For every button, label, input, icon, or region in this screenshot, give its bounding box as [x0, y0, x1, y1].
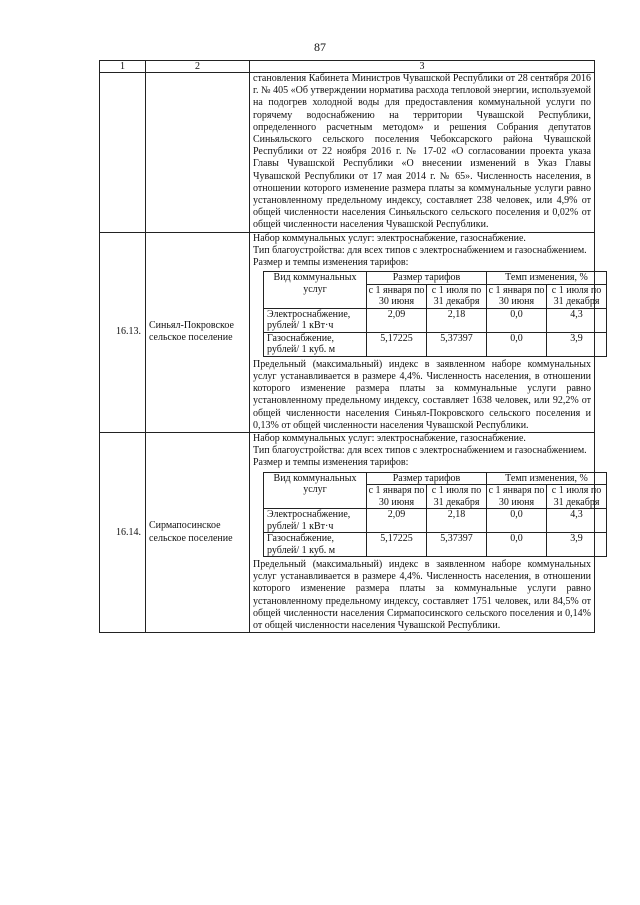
tariffs-intro: Размер и темпы изменения тарифов: — [253, 257, 409, 269]
settlement-row — [100, 232, 595, 432]
tariff-table — [263, 271, 607, 357]
column-number: 3 — [250, 61, 595, 73]
tariff-header-pace: Темп изменения, % — [487, 472, 607, 485]
change-value: 3,9 — [547, 533, 607, 557]
tariff-service: Электроснабжение, рублей/ 1 кВт·ч — [264, 509, 367, 533]
change-value: 4,3 — [547, 509, 607, 533]
change-value: 3,9 — [547, 332, 607, 356]
change-value: 0,0 — [487, 332, 547, 356]
tariff-row — [264, 332, 607, 356]
tariff-value: 5,17225 — [367, 332, 427, 356]
row-number: 16.14. — [100, 432, 146, 632]
tariff-row — [264, 533, 607, 557]
tariff-value: 5,17225 — [367, 533, 427, 557]
continuation-row — [100, 73, 595, 233]
description-cell — [250, 73, 595, 233]
change-value: 0,0 — [487, 533, 547, 557]
tariff-header-period: с 1 января по 30 июня — [487, 284, 547, 308]
tariff-header-size: Размер тарифов — [367, 272, 487, 285]
settlement-name: Синьял-Покровское сельское поселение — [146, 232, 250, 432]
services-set: Набор коммунальных услуг: электроснабжение, газоснабжение. — [253, 232, 526, 244]
row-number: 16.13. — [100, 232, 146, 432]
tariff-header-size: Размер тарифов — [367, 472, 487, 485]
column-number: 2 — [146, 61, 250, 73]
tariff-table — [263, 472, 607, 558]
tariff-value: 2,18 — [427, 509, 487, 533]
tariff-header-period: с 1 января по 30 июня — [367, 284, 427, 308]
change-value: 0,0 — [487, 308, 547, 332]
tariff-header-period: с 1 января по 30 июня — [487, 485, 547, 509]
tariff-header-period: с 1 июля по 31 декабря — [427, 284, 487, 308]
page-number: 87 — [314, 40, 326, 54]
tariff-value: 2,18 — [427, 308, 487, 332]
tariff-row — [264, 509, 607, 533]
tariff-header-kind: Вид коммунальных услуг — [264, 272, 367, 309]
tariff-value: 2,09 — [367, 509, 427, 533]
column-number-row — [100, 61, 595, 73]
improvement-type: Тип благоустройства: для всех типов с электроснабжением и газоснабжением. — [253, 445, 587, 457]
tariff-service: Газоснабжение, рублей/ 1 куб. м — [264, 332, 367, 356]
settlement-name-cell — [146, 73, 250, 233]
continuation-text: становления Кабинета Министров Чувашской Республики от 28 сентября 2016 г. № 405 «Об утверждении норматива расхода тепловой энергии, используемой на подогрев холодной воды для предоставления коммунальной услуги по горячему водоснабжению на территории Чувашской Республики, определенного расчетным методом» и решения Собрания депутатов Синьяльского сельского поселения Чебоксарского района Чувашской Республики от 22 ноября 2016 г. № 17-02 «О согласовании проекта указа Главы Чувашской Республики «О внесении изменений в Указ Главы Чувашской Республики от 17 мая 2014 г. № 65». Численность населения, в отношении которого изменение размера платы за коммунальные услуги равно установленному предельному индексу, составляет 238 человек, или 4,9% от общей численности населения Синьяльского сельского поселения и 0,02% от общей численности населения Чувашской Республики. — [253, 73, 591, 231]
tariff-value: 5,37397 — [427, 533, 487, 557]
tariff-header-pace: Темп изменения, % — [487, 272, 607, 285]
description-cell — [250, 232, 602, 432]
tariff-service: Газоснабжение, рублей/ 1 куб. м — [264, 533, 367, 557]
tariffs-intro: Размер и темпы изменения тарифов: — [253, 457, 409, 469]
tariff-header-period: с 1 января по 30 июня — [367, 485, 427, 509]
tariff-value: 2,09 — [367, 308, 427, 332]
tariff-header-period: с 1 июля по 31 декабря — [547, 284, 607, 308]
improvement-type: Тип благоустройства: для всех типов с электроснабжением и газоснабжением. — [253, 244, 587, 256]
column-number: 1 — [100, 61, 146, 73]
tariff-row — [264, 308, 607, 332]
description-cell — [250, 432, 602, 632]
row-number-cell — [100, 73, 146, 233]
settlement-row — [100, 432, 595, 632]
tariff-header-period: с 1 июля по 31 декабря — [427, 485, 487, 509]
tariff-header-period: с 1 июля по 31 декабря — [547, 485, 607, 509]
tariff-value: 5,37397 — [427, 332, 487, 356]
limit-index-text: Предельный (максимальный) индекс в заявленном наборе коммунальных услуг устанавливается в размере 4,4%. Численность населения, в отношении которого изменение размера платы за коммунальные услуги равно установленному предельному индексу, составляет 1638 человек, или 92,2% от общей численности населения Синьял-Покровского сельского поселения и 0,13% от общей численности населения Чувашской Республики. — [253, 358, 591, 431]
settlement-name: Сирмапосинское сельское поселение — [146, 432, 250, 632]
tariff-service: Электроснабжение, рублей/ 1 кВт·ч — [264, 308, 367, 332]
services-set: Набор коммунальных услуг: электроснабжение, газоснабжение. — [253, 432, 526, 444]
change-value: 0,0 — [487, 509, 547, 533]
tariff-header-kind: Вид коммунальных услуг — [264, 472, 367, 509]
limit-index-text: Предельный (максимальный) индекс в заявленном наборе коммунальных услуг устанавливается в размере 4,4%. Численность населения, в отношении которого изменение размера платы за коммунальные услуги равно установленному предельному индексу, составляет 1751 человек, или 84,5% от общей численности населения Сирмапосинского сельского поселения и 0,14% от общей численности населения Чувашской Республики. — [253, 559, 591, 632]
change-value: 4,3 — [547, 308, 607, 332]
settlements-table — [99, 60, 602, 633]
